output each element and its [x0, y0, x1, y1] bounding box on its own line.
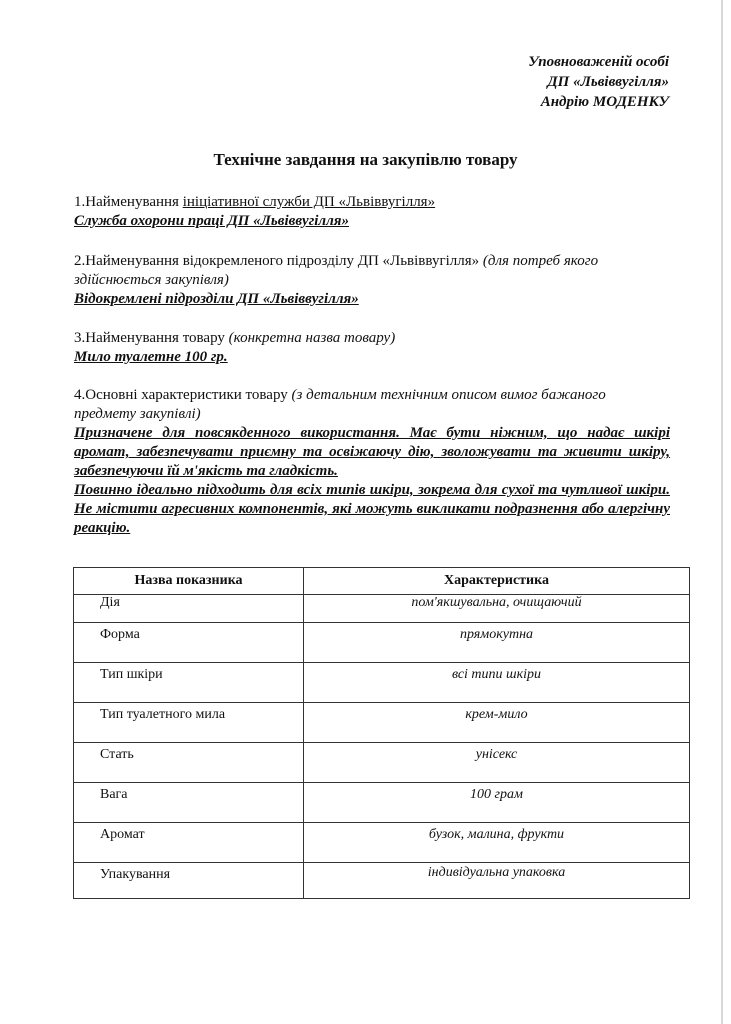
header-indicator-name: Назва показника [74, 568, 304, 595]
header-characteristic: Характеристика [304, 568, 690, 595]
section-4-heading [74, 386, 670, 424]
row-name: Упакування [74, 863, 304, 899]
section-1-label: .Найменування [81, 194, 183, 210]
row-name: Тип шкіри [74, 663, 304, 703]
document-title: Технічне завдання на закупівлю товару [213, 150, 518, 169]
section-3-note: (конкретна назва товару) [228, 330, 396, 346]
row-name: Дія [74, 595, 304, 623]
characteristics-table [73, 567, 690, 899]
table-row [74, 743, 690, 783]
scan-edge-line [721, 0, 723, 1024]
section-1-label-underlined: ініціативної служби ДП «Львіввугілля» [182, 194, 436, 210]
section-4 [74, 386, 670, 538]
row-value: бузок, малина, фрукти [304, 823, 690, 863]
section-2-answer: Відокремлені підрозділи ДП «Львіввугілля» [74, 291, 359, 307]
row-name: Тип туалетного мила [74, 703, 304, 743]
addressee-line-2: ДП «Львіввугілля» [547, 74, 669, 90]
section-4-paragraph-2: Повинно ідеально підходить для всіх типів шкіри, зокрема для сухої та чутливої шкіри. Не містити агресивних компонентів, які можуть викликати подразнення або алергічну реакцію. [74, 482, 670, 536]
section-3 [74, 329, 670, 367]
table-row [74, 703, 690, 743]
table-row [74, 863, 690, 899]
section-4-paragraph-1: Призначене для повсякденного використання. Має бути ніжним, що надає шкірі аромат, забезпечувати приємну та освіжаючу дію, зволожувати та живити шкіру, забезпечуючи їй м'якість та гладкість. [74, 425, 670, 479]
section-4-label: .Основні характеристики товару [81, 387, 288, 403]
section-2-note: (для потреб якого здійснюється закупівля) [74, 253, 599, 288]
row-name: Форма [74, 623, 304, 663]
section-2-heading [74, 252, 670, 290]
section-4-number: 4 [74, 387, 82, 403]
section-2-label: .Найменування відокремленого підрозділу ДП «Львіввугілля» [81, 253, 480, 269]
row-value: 100 грам [304, 783, 690, 823]
section-2 [74, 252, 670, 309]
section-3-answer: Мило туалетне 100 гр. [74, 349, 228, 365]
section-4-note: (з детальним технічним описом вимог бажаного предмету закупівлі) [74, 387, 606, 422]
row-value: унісекс [304, 743, 690, 783]
addressee-line-1: Уповноваженій особі [528, 54, 669, 70]
row-name: Стать [74, 743, 304, 783]
table-row [74, 595, 690, 623]
section-1-answer: Служба охорони праці ДП «Львіввугілля» [74, 213, 350, 229]
table-row [74, 663, 690, 703]
row-name: Вага [74, 783, 304, 823]
section-1-number: 1 [74, 194, 82, 210]
row-value: індивідуальна упаковка [304, 863, 690, 899]
table-row [74, 783, 690, 823]
addressee-line-3: Андрію МОДЕНКУ [540, 94, 669, 110]
section-2-number: 2 [74, 253, 82, 269]
row-value: прямокутна [304, 623, 690, 663]
section-3-number: 3 [74, 330, 82, 346]
row-value: пом'якшувальна, очищаючий [304, 595, 690, 623]
row-value: крем-мило [304, 703, 690, 743]
row-value: всі типи шкіри [304, 663, 690, 703]
section-1 [74, 193, 670, 231]
section-3-label: .Найменування товару [81, 330, 225, 346]
table-row [74, 823, 690, 863]
addressee-block [528, 52, 669, 112]
table-row [74, 623, 690, 663]
table-header-row [74, 568, 690, 595]
row-name: Аромат [74, 823, 304, 863]
section-3-heading [74, 329, 670, 348]
section-1-heading [74, 193, 670, 212]
